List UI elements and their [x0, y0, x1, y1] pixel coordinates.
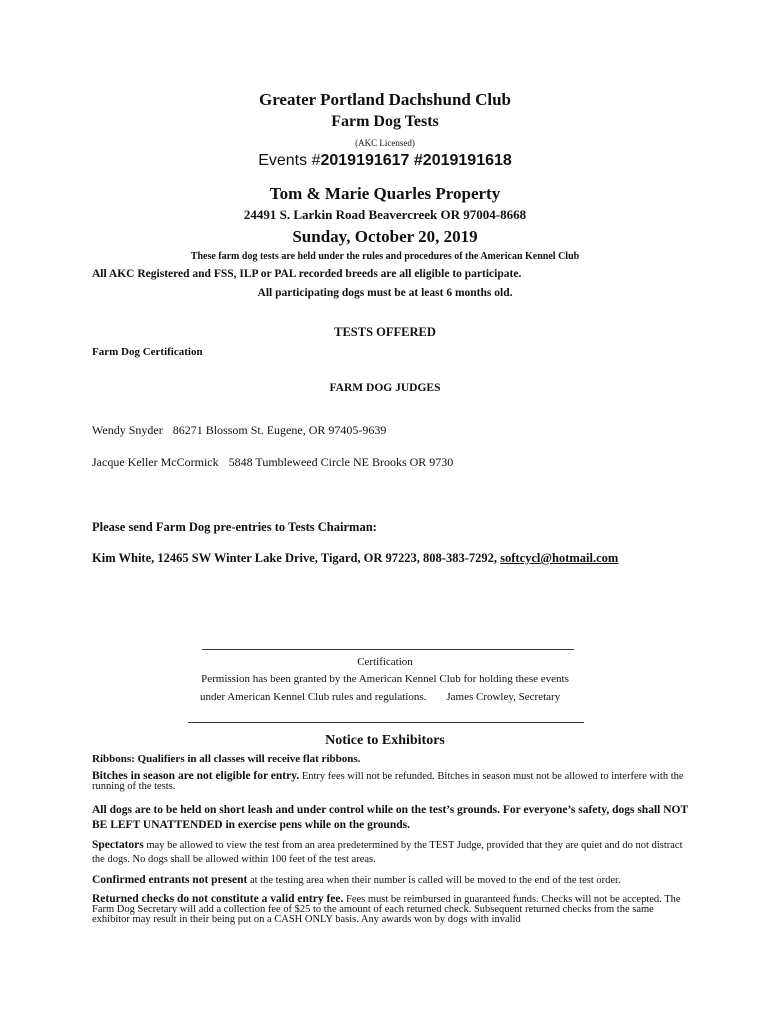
certification-rules: under American Kennel Club rules and regulations. [200, 691, 427, 703]
property-name: Tom & Marie Quarles Property [269, 184, 501, 203]
judge-entry [92, 423, 386, 438]
preentry-heading: Please send Farm Dog pre-entries to Tests Chairman: [92, 520, 377, 534]
season-lead: Bitches in season are not eligible for entry. [92, 770, 300, 782]
chairman-details: Kim White, 12465 SW Winter Lake Drive, Tigard, OR 97223, 808-383-7292, [92, 551, 501, 565]
chairman-email-link[interactable]: softcycl@hotmail.com [500, 551, 619, 565]
event-number-values: 2019191617 #2019191618 [320, 152, 512, 169]
judges-heading: FARM DOG JUDGES [329, 382, 441, 394]
notice-bitches-in-season [92, 771, 690, 792]
certification-signature: James Crowley, Secretary [446, 691, 561, 703]
akc-licensed-note: (AKC Licensed) [355, 138, 415, 148]
notice-ribbons [92, 754, 690, 765]
eligibility-note: All AKC Registered and FSS, ILP or PAL recorded breeds are all eligible to participate. [92, 268, 522, 280]
confirmed-lead: Confirmed entrants not present [92, 874, 248, 886]
divider [202, 649, 574, 650]
tests-offered-item: Farm Dog Certification [92, 346, 203, 358]
certification-text: Permission has been granted by the American Kennel Club for holding these events [201, 673, 569, 685]
judge-name: Wendy Snyder [92, 423, 163, 437]
age-requirement: All participating dogs must be at least 6 months old. [257, 287, 513, 299]
certification-text-2 [200, 691, 560, 703]
notice-confirmed-entrants [92, 875, 690, 886]
judge-address: 86271 Blossom St. Eugene, OR 97405-9639 [172, 423, 387, 437]
judge-name: Jacque Keller McCormick [92, 455, 219, 469]
event-date: Sunday, October 20, 2019 [292, 227, 478, 246]
season-text: Entry fees will not be refunded. Bitches in season must not be allowed to interfere with the running of the tests. [92, 771, 684, 792]
chairman-contact [92, 551, 618, 566]
returned-lead: Returned checks do not constitute a valid entry fee. [92, 893, 344, 905]
certification-title: Certification [357, 656, 413, 668]
event-numbers [0, 152, 770, 170]
divider [188, 722, 584, 723]
akc-rules-note: These farm dog tests are held under the rules and procedures of the American Kennel Club [190, 251, 580, 262]
events-prefix: Events # [258, 152, 321, 169]
notice-leash: All dogs are to be held on short leash and under control while on the test’s grounds. For everyone’s safety, dogs shall NOT BE LEFT UNATTENDED in exercise pens while on the grounds. [92, 804, 688, 831]
club-name: Greater Portland Dachshund Club [258, 90, 512, 109]
judge-entry [92, 455, 453, 470]
notice-heading: Notice to Exhibitors [325, 733, 445, 748]
returned-text: Fees must be reimbursed in guaranteed funds. Checks will not be accepted. The Farm Dog Secretary will add a collection fee of $25 to the amount of each returned check. Subsequent returned checks from the same exhibitor may result in their being put on a CASH ONLY basis. Any awards won by dogs with invalid [92, 894, 681, 925]
event-title: Farm Dog Tests [331, 113, 439, 130]
notice-returned-checks [92, 894, 690, 925]
tests-offered-heading: TESTS OFFERED [334, 325, 436, 339]
ribbons-text: Ribbons: Qualifiers in all classes will receive flat ribbons. [92, 753, 361, 765]
judge-address: 5848 Tumbleweed Circle NE Brooks OR 9730 [228, 455, 454, 469]
spectators-lead: Spectators [92, 839, 144, 851]
spectators-text: may be allowed to view the test from an area predetermined by the TEST Judge, provided that they are quiet and do not distract the dogs. No dogs shall be allowed within 100 feet of the test areas. [92, 840, 683, 865]
property-address: 24491 S. Larkin Road Beavercreek OR 97004-8668 [243, 207, 527, 222]
confirmed-text: at the testing area when their number is called will be moved to the end of the test order. [247, 875, 621, 886]
notice-spectators [92, 838, 690, 867]
